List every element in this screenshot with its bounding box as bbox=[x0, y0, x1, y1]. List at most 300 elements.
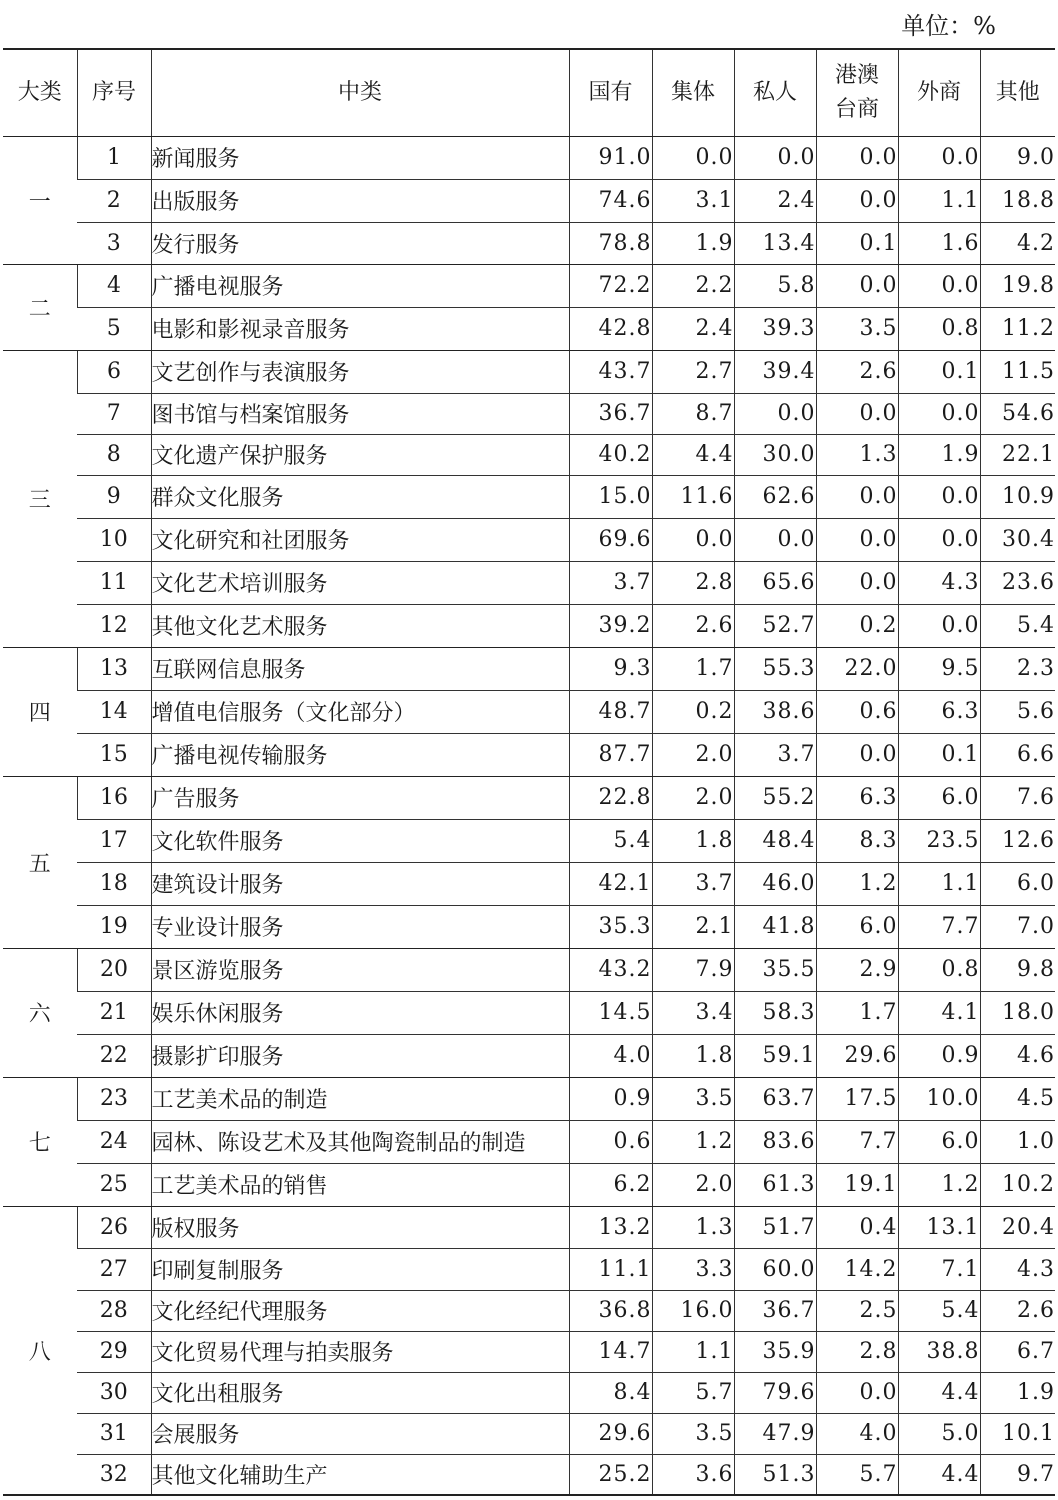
value-cell-private: 36.7 bbox=[734, 1290, 816, 1331]
index-cell: 1 bbox=[77, 136, 151, 179]
value-cell-hk-macao-taiwan: 0.0 bbox=[816, 393, 898, 434]
table-row bbox=[3, 222, 1055, 264]
value-cell-state-owned: 74.6 bbox=[569, 179, 652, 222]
value-cell-hk-macao-taiwan: 19.1 bbox=[816, 1163, 898, 1206]
subcategory-cell: 工艺美术品的销售 bbox=[151, 1163, 569, 1206]
value-cell-foreign: 38.8 bbox=[898, 1331, 980, 1372]
table-row bbox=[3, 776, 1055, 819]
subcategory-cell: 新闻服务 bbox=[151, 136, 569, 179]
value-cell-other: 18.8 bbox=[980, 179, 1055, 222]
value-cell-private: 55.2 bbox=[734, 776, 816, 819]
category-cell: 五 bbox=[3, 776, 77, 948]
value-cell-foreign: 0.0 bbox=[898, 604, 980, 647]
value-cell-collective: 3.5 bbox=[652, 1413, 734, 1454]
value-cell-hk-macao-taiwan: 0.4 bbox=[816, 1206, 898, 1248]
value-cell-state-owned: 36.7 bbox=[569, 393, 652, 434]
value-cell-foreign: 7.1 bbox=[898, 1248, 980, 1290]
value-cell-collective: 2.4 bbox=[652, 307, 734, 350]
value-cell-foreign: 4.4 bbox=[898, 1454, 980, 1495]
value-cell-private: 63.7 bbox=[734, 1077, 816, 1120]
table-row bbox=[3, 561, 1055, 604]
subcategory-cell: 发行服务 bbox=[151, 222, 569, 264]
subcategory-cell: 增值电信服务（文化部分） bbox=[151, 690, 569, 733]
value-cell-state-owned: 14.7 bbox=[569, 1331, 652, 1372]
value-cell-private: 35.9 bbox=[734, 1331, 816, 1372]
index-cell: 12 bbox=[77, 604, 151, 647]
value-cell-hk-macao-taiwan: 0.0 bbox=[816, 475, 898, 518]
value-cell-other: 18.0 bbox=[980, 991, 1055, 1034]
subcategory-cell: 广告服务 bbox=[151, 776, 569, 819]
table-row bbox=[3, 690, 1055, 733]
index-cell: 26 bbox=[77, 1206, 151, 1248]
table-row bbox=[3, 819, 1055, 862]
value-cell-state-owned: 9.3 bbox=[569, 647, 652, 690]
value-cell-private: 51.3 bbox=[734, 1454, 816, 1495]
table-row bbox=[3, 1206, 1055, 1248]
value-cell-private: 39.3 bbox=[734, 307, 816, 350]
value-cell-private: 65.6 bbox=[734, 561, 816, 604]
header-other: 其他 bbox=[980, 49, 1055, 136]
subcategory-cell: 文化出租服务 bbox=[151, 1372, 569, 1413]
value-cell-state-owned: 35.3 bbox=[569, 905, 652, 948]
value-cell-state-owned: 43.2 bbox=[569, 948, 652, 991]
value-cell-foreign: 9.5 bbox=[898, 647, 980, 690]
value-cell-collective: 0.0 bbox=[652, 136, 734, 179]
value-cell-hk-macao-taiwan: 0.0 bbox=[816, 136, 898, 179]
value-cell-foreign: 0.0 bbox=[898, 264, 980, 307]
value-cell-hk-macao-taiwan: 1.2 bbox=[816, 862, 898, 905]
subcategory-cell: 出版服务 bbox=[151, 179, 569, 222]
value-cell-state-owned: 69.6 bbox=[569, 518, 652, 561]
category-cell: 一 bbox=[3, 136, 77, 264]
table-row bbox=[3, 905, 1055, 948]
subcategory-cell: 文化遗产保护服务 bbox=[151, 434, 569, 475]
value-cell-foreign: 0.0 bbox=[898, 518, 980, 561]
header-hk-macao-taiwan-text: 港澳台商 bbox=[834, 62, 879, 122]
value-cell-collective: 11.6 bbox=[652, 475, 734, 518]
value-cell-hk-macao-taiwan: 17.5 bbox=[816, 1077, 898, 1120]
subcategory-cell: 互联网信息服务 bbox=[151, 647, 569, 690]
value-cell-foreign: 4.1 bbox=[898, 991, 980, 1034]
value-cell-state-owned: 72.2 bbox=[569, 264, 652, 307]
value-cell-foreign: 7.7 bbox=[898, 905, 980, 948]
value-cell-private: 46.0 bbox=[734, 862, 816, 905]
value-cell-foreign: 10.0 bbox=[898, 1077, 980, 1120]
table-row bbox=[3, 1077, 1055, 1120]
value-cell-collective: 0.0 bbox=[652, 518, 734, 561]
value-cell-state-owned: 14.5 bbox=[569, 991, 652, 1034]
header-private: 私人 bbox=[734, 49, 816, 136]
value-cell-collective: 2.8 bbox=[652, 561, 734, 604]
value-cell-state-owned: 91.0 bbox=[569, 136, 652, 179]
subcategory-cell: 工艺美术品的制造 bbox=[151, 1077, 569, 1120]
subcategory-cell: 群众文化服务 bbox=[151, 475, 569, 518]
value-cell-collective: 2.0 bbox=[652, 1163, 734, 1206]
value-cell-private: 13.4 bbox=[734, 222, 816, 264]
subcategory-cell: 文化贸易代理与拍卖服务 bbox=[151, 1331, 569, 1372]
index-cell: 25 bbox=[77, 1163, 151, 1206]
value-cell-other: 4.6 bbox=[980, 1034, 1055, 1077]
value-cell-collective: 2.1 bbox=[652, 905, 734, 948]
index-cell: 15 bbox=[77, 733, 151, 776]
subcategory-cell: 会展服务 bbox=[151, 1413, 569, 1454]
value-cell-private: 0.0 bbox=[734, 393, 816, 434]
value-cell-hk-macao-taiwan: 29.6 bbox=[816, 1034, 898, 1077]
value-cell-state-owned: 3.7 bbox=[569, 561, 652, 604]
table-row bbox=[3, 1331, 1055, 1372]
value-cell-other: 11.5 bbox=[980, 350, 1055, 393]
subcategory-cell: 文化研究和社团服务 bbox=[151, 518, 569, 561]
subcategory-cell: 文艺创作与表演服务 bbox=[151, 350, 569, 393]
table-row bbox=[3, 1163, 1055, 1206]
value-cell-private: 48.4 bbox=[734, 819, 816, 862]
value-cell-state-owned: 78.8 bbox=[569, 222, 652, 264]
table-row bbox=[3, 518, 1055, 561]
value-cell-foreign: 13.1 bbox=[898, 1206, 980, 1248]
table-row bbox=[3, 604, 1055, 647]
table-row bbox=[3, 733, 1055, 776]
header-foreign: 外商 bbox=[898, 49, 980, 136]
table-row bbox=[3, 647, 1055, 690]
index-cell: 13 bbox=[77, 647, 151, 690]
value-cell-hk-macao-taiwan: 3.5 bbox=[816, 307, 898, 350]
index-cell: 32 bbox=[77, 1454, 151, 1495]
index-cell: 23 bbox=[77, 1077, 151, 1120]
value-cell-other: 12.6 bbox=[980, 819, 1055, 862]
header-index: 序号 bbox=[77, 49, 151, 136]
index-cell: 8 bbox=[77, 434, 151, 475]
index-cell: 21 bbox=[77, 991, 151, 1034]
value-cell-hk-macao-taiwan: 0.6 bbox=[816, 690, 898, 733]
table-row bbox=[3, 136, 1055, 179]
value-cell-foreign: 1.2 bbox=[898, 1163, 980, 1206]
value-cell-collective: 1.2 bbox=[652, 1120, 734, 1163]
index-cell: 6 bbox=[77, 350, 151, 393]
table-row bbox=[3, 1120, 1055, 1163]
table-body bbox=[3, 136, 1055, 1495]
table-row bbox=[3, 862, 1055, 905]
category-cell: 六 bbox=[3, 948, 77, 1077]
subcategory-cell: 文化软件服务 bbox=[151, 819, 569, 862]
value-cell-collective: 2.2 bbox=[652, 264, 734, 307]
value-cell-state-owned: 0.6 bbox=[569, 1120, 652, 1163]
value-cell-other: 20.4 bbox=[980, 1206, 1055, 1248]
value-cell-private: 61.3 bbox=[734, 1163, 816, 1206]
index-cell: 27 bbox=[77, 1248, 151, 1290]
value-cell-other: 5.6 bbox=[980, 690, 1055, 733]
value-cell-foreign: 0.0 bbox=[898, 136, 980, 179]
value-cell-other: 7.0 bbox=[980, 905, 1055, 948]
value-cell-other: 9.8 bbox=[980, 948, 1055, 991]
subcategory-cell: 广播电视传输服务 bbox=[151, 733, 569, 776]
subcategory-cell: 文化艺术培训服务 bbox=[151, 561, 569, 604]
table-row bbox=[3, 1290, 1055, 1331]
index-cell: 19 bbox=[77, 905, 151, 948]
index-cell: 14 bbox=[77, 690, 151, 733]
value-cell-state-owned: 40.2 bbox=[569, 434, 652, 475]
value-cell-hk-macao-taiwan: 2.8 bbox=[816, 1331, 898, 1372]
value-cell-private: 35.5 bbox=[734, 948, 816, 991]
value-cell-collective: 8.7 bbox=[652, 393, 734, 434]
value-cell-private: 30.0 bbox=[734, 434, 816, 475]
index-cell: 30 bbox=[77, 1372, 151, 1413]
value-cell-other: 6.7 bbox=[980, 1331, 1055, 1372]
table-row bbox=[3, 393, 1055, 434]
value-cell-other: 4.5 bbox=[980, 1077, 1055, 1120]
value-cell-foreign: 1.6 bbox=[898, 222, 980, 264]
subcategory-cell: 其他文化辅助生产 bbox=[151, 1454, 569, 1495]
value-cell-state-owned: 11.1 bbox=[569, 1248, 652, 1290]
value-cell-hk-macao-taiwan: 0.2 bbox=[816, 604, 898, 647]
index-cell: 7 bbox=[77, 393, 151, 434]
value-cell-other: 10.9 bbox=[980, 475, 1055, 518]
subcategory-cell: 印刷复制服务 bbox=[151, 1248, 569, 1290]
value-cell-private: 38.6 bbox=[734, 690, 816, 733]
value-cell-hk-macao-taiwan: 0.0 bbox=[816, 264, 898, 307]
value-cell-other: 6.0 bbox=[980, 862, 1055, 905]
value-cell-state-owned: 42.1 bbox=[569, 862, 652, 905]
value-cell-private: 0.0 bbox=[734, 136, 816, 179]
subcategory-cell: 专业设计服务 bbox=[151, 905, 569, 948]
value-cell-hk-macao-taiwan: 0.0 bbox=[816, 561, 898, 604]
value-cell-foreign: 1.1 bbox=[898, 862, 980, 905]
value-cell-hk-macao-taiwan: 2.6 bbox=[816, 350, 898, 393]
value-cell-hk-macao-taiwan: 2.9 bbox=[816, 948, 898, 991]
table-row bbox=[3, 350, 1055, 393]
value-cell-state-owned: 36.8 bbox=[569, 1290, 652, 1331]
value-cell-private: 62.6 bbox=[734, 475, 816, 518]
value-cell-other: 1.0 bbox=[980, 1120, 1055, 1163]
subcategory-cell: 其他文化艺术服务 bbox=[151, 604, 569, 647]
value-cell-collective: 1.8 bbox=[652, 1034, 734, 1077]
subcategory-cell: 版权服务 bbox=[151, 1206, 569, 1248]
value-cell-other: 6.6 bbox=[980, 733, 1055, 776]
value-cell-other: 10.1 bbox=[980, 1413, 1055, 1454]
value-cell-collective: 2.0 bbox=[652, 733, 734, 776]
value-cell-hk-macao-taiwan: 22.0 bbox=[816, 647, 898, 690]
index-cell: 10 bbox=[77, 518, 151, 561]
subcategory-cell: 园林、陈设艺术及其他陶瓷制品的制造 bbox=[151, 1120, 569, 1163]
value-cell-hk-macao-taiwan: 0.0 bbox=[816, 518, 898, 561]
value-cell-collective: 1.9 bbox=[652, 222, 734, 264]
subcategory-cell: 文化经纪代理服务 bbox=[151, 1290, 569, 1331]
table-row bbox=[3, 434, 1055, 475]
value-cell-other: 2.3 bbox=[980, 647, 1055, 690]
value-cell-other: 22.1 bbox=[980, 434, 1055, 475]
category-cell: 二 bbox=[3, 264, 77, 350]
subcategory-cell: 电影和影视录音服务 bbox=[151, 307, 569, 350]
subcategory-cell: 娱乐休闲服务 bbox=[151, 991, 569, 1034]
table-row bbox=[3, 307, 1055, 350]
value-cell-other: 11.2 bbox=[980, 307, 1055, 350]
value-cell-state-owned: 25.2 bbox=[569, 1454, 652, 1495]
table-row bbox=[3, 1413, 1055, 1454]
value-cell-other: 9.7 bbox=[980, 1454, 1055, 1495]
value-cell-private: 55.3 bbox=[734, 647, 816, 690]
value-cell-foreign: 5.4 bbox=[898, 1290, 980, 1331]
value-cell-hk-macao-taiwan: 1.3 bbox=[816, 434, 898, 475]
value-cell-private: 39.4 bbox=[734, 350, 816, 393]
value-cell-foreign: 6.3 bbox=[898, 690, 980, 733]
index-cell: 11 bbox=[77, 561, 151, 604]
subcategory-cell: 建筑设计服务 bbox=[151, 862, 569, 905]
value-cell-collective: 0.2 bbox=[652, 690, 734, 733]
value-cell-hk-macao-taiwan: 6.3 bbox=[816, 776, 898, 819]
value-cell-other: 5.4 bbox=[980, 604, 1055, 647]
header-category: 大类 bbox=[3, 49, 77, 136]
value-cell-foreign: 0.0 bbox=[898, 393, 980, 434]
value-cell-collective: 3.1 bbox=[652, 179, 734, 222]
value-cell-hk-macao-taiwan: 0.0 bbox=[816, 1372, 898, 1413]
value-cell-foreign: 5.0 bbox=[898, 1413, 980, 1454]
value-cell-collective: 1.8 bbox=[652, 819, 734, 862]
table-row bbox=[3, 1372, 1055, 1413]
value-cell-private: 79.6 bbox=[734, 1372, 816, 1413]
value-cell-state-owned: 5.4 bbox=[569, 819, 652, 862]
index-cell: 2 bbox=[77, 179, 151, 222]
table-row bbox=[3, 991, 1055, 1034]
value-cell-private: 52.7 bbox=[734, 604, 816, 647]
index-cell: 31 bbox=[77, 1413, 151, 1454]
value-cell-hk-macao-taiwan: 8.3 bbox=[816, 819, 898, 862]
index-cell: 20 bbox=[77, 948, 151, 991]
value-cell-state-owned: 6.2 bbox=[569, 1163, 652, 1206]
value-cell-collective: 5.7 bbox=[652, 1372, 734, 1413]
value-cell-collective: 3.6 bbox=[652, 1454, 734, 1495]
category-cell: 七 bbox=[3, 1077, 77, 1206]
value-cell-foreign: 23.5 bbox=[898, 819, 980, 862]
value-cell-collective: 16.0 bbox=[652, 1290, 734, 1331]
value-cell-state-owned: 39.2 bbox=[569, 604, 652, 647]
subcategory-cell: 图书馆与档案馆服务 bbox=[151, 393, 569, 434]
value-cell-foreign: 0.0 bbox=[898, 475, 980, 518]
value-cell-foreign: 6.0 bbox=[898, 1120, 980, 1163]
value-cell-private: 0.0 bbox=[734, 518, 816, 561]
value-cell-hk-macao-taiwan: 6.0 bbox=[816, 905, 898, 948]
value-cell-foreign: 4.3 bbox=[898, 561, 980, 604]
value-cell-state-owned: 22.8 bbox=[569, 776, 652, 819]
index-cell: 24 bbox=[77, 1120, 151, 1163]
value-cell-state-owned: 87.7 bbox=[569, 733, 652, 776]
category-cell: 三 bbox=[3, 350, 77, 647]
value-cell-private: 60.0 bbox=[734, 1248, 816, 1290]
value-cell-hk-macao-taiwan: 2.5 bbox=[816, 1290, 898, 1331]
index-cell: 18 bbox=[77, 862, 151, 905]
value-cell-private: 58.3 bbox=[734, 991, 816, 1034]
value-cell-collective: 7.9 bbox=[652, 948, 734, 991]
index-cell: 22 bbox=[77, 1034, 151, 1077]
value-cell-foreign: 0.1 bbox=[898, 350, 980, 393]
value-cell-hk-macao-taiwan: 0.1 bbox=[816, 222, 898, 264]
unit-label: 单位：% bbox=[901, 12, 996, 40]
subcategory-cell: 摄影扩印服务 bbox=[151, 1034, 569, 1077]
table-row bbox=[3, 179, 1055, 222]
header-state-owned: 国有 bbox=[569, 49, 652, 136]
value-cell-collective: 1.3 bbox=[652, 1206, 734, 1248]
table-row bbox=[3, 264, 1055, 307]
value-cell-state-owned: 13.2 bbox=[569, 1206, 652, 1248]
value-cell-collective: 1.1 bbox=[652, 1331, 734, 1372]
index-cell: 16 bbox=[77, 776, 151, 819]
value-cell-foreign: 0.8 bbox=[898, 307, 980, 350]
ownership-share-table bbox=[3, 48, 1055, 1496]
value-cell-hk-macao-taiwan: 4.0 bbox=[816, 1413, 898, 1454]
table-row bbox=[3, 1248, 1055, 1290]
value-cell-other: 30.4 bbox=[980, 518, 1055, 561]
value-cell-hk-macao-taiwan: 14.2 bbox=[816, 1248, 898, 1290]
value-cell-foreign: 6.0 bbox=[898, 776, 980, 819]
value-cell-foreign: 0.9 bbox=[898, 1034, 980, 1077]
value-cell-private: 2.4 bbox=[734, 179, 816, 222]
value-cell-state-owned: 43.7 bbox=[569, 350, 652, 393]
index-cell: 29 bbox=[77, 1331, 151, 1372]
value-cell-other: 2.6 bbox=[980, 1290, 1055, 1331]
value-cell-state-owned: 29.6 bbox=[569, 1413, 652, 1454]
category-cell: 四 bbox=[3, 647, 77, 776]
value-cell-other: 4.2 bbox=[980, 222, 1055, 264]
value-cell-other: 9.0 bbox=[980, 136, 1055, 179]
value-cell-other: 19.8 bbox=[980, 264, 1055, 307]
value-cell-foreign: 0.1 bbox=[898, 733, 980, 776]
header-row bbox=[3, 49, 1055, 136]
value-cell-state-owned: 48.7 bbox=[569, 690, 652, 733]
value-cell-other: 7.6 bbox=[980, 776, 1055, 819]
index-cell: 28 bbox=[77, 1290, 151, 1331]
value-cell-hk-macao-taiwan: 5.7 bbox=[816, 1454, 898, 1495]
value-cell-hk-macao-taiwan: 0.0 bbox=[816, 179, 898, 222]
value-cell-hk-macao-taiwan: 1.7 bbox=[816, 991, 898, 1034]
value-cell-state-owned: 15.0 bbox=[569, 475, 652, 518]
header-collective: 集体 bbox=[652, 49, 734, 136]
index-cell: 4 bbox=[77, 264, 151, 307]
value-cell-foreign: 1.9 bbox=[898, 434, 980, 475]
value-cell-collective: 4.4 bbox=[652, 434, 734, 475]
value-cell-collective: 1.7 bbox=[652, 647, 734, 690]
value-cell-hk-macao-taiwan: 0.0 bbox=[816, 733, 898, 776]
value-cell-private: 3.7 bbox=[734, 733, 816, 776]
value-cell-other: 23.6 bbox=[980, 561, 1055, 604]
index-cell: 5 bbox=[77, 307, 151, 350]
table-row bbox=[3, 475, 1055, 518]
index-cell: 17 bbox=[77, 819, 151, 862]
index-cell: 9 bbox=[77, 475, 151, 518]
value-cell-collective: 3.5 bbox=[652, 1077, 734, 1120]
value-cell-private: 47.9 bbox=[734, 1413, 816, 1454]
value-cell-state-owned: 0.9 bbox=[569, 1077, 652, 1120]
table-row bbox=[3, 1454, 1055, 1495]
value-cell-other: 54.6 bbox=[980, 393, 1055, 434]
value-cell-state-owned: 8.4 bbox=[569, 1372, 652, 1413]
value-cell-other: 1.9 bbox=[980, 1372, 1055, 1413]
table-row bbox=[3, 1034, 1055, 1077]
index-cell: 3 bbox=[77, 222, 151, 264]
value-cell-private: 51.7 bbox=[734, 1206, 816, 1248]
value-cell-collective: 3.4 bbox=[652, 991, 734, 1034]
value-cell-state-owned: 4.0 bbox=[569, 1034, 652, 1077]
header-hk-macao-taiwan bbox=[816, 49, 898, 136]
value-cell-hk-macao-taiwan: 7.7 bbox=[816, 1120, 898, 1163]
value-cell-foreign: 0.8 bbox=[898, 948, 980, 991]
header-subcategory: 中类 bbox=[151, 49, 569, 136]
value-cell-private: 83.6 bbox=[734, 1120, 816, 1163]
value-cell-private: 59.1 bbox=[734, 1034, 816, 1077]
value-cell-collective: 2.7 bbox=[652, 350, 734, 393]
value-cell-collective: 2.6 bbox=[652, 604, 734, 647]
value-cell-collective: 2.0 bbox=[652, 776, 734, 819]
value-cell-foreign: 4.4 bbox=[898, 1372, 980, 1413]
subcategory-cell: 广播电视服务 bbox=[151, 264, 569, 307]
value-cell-collective: 3.3 bbox=[652, 1248, 734, 1290]
